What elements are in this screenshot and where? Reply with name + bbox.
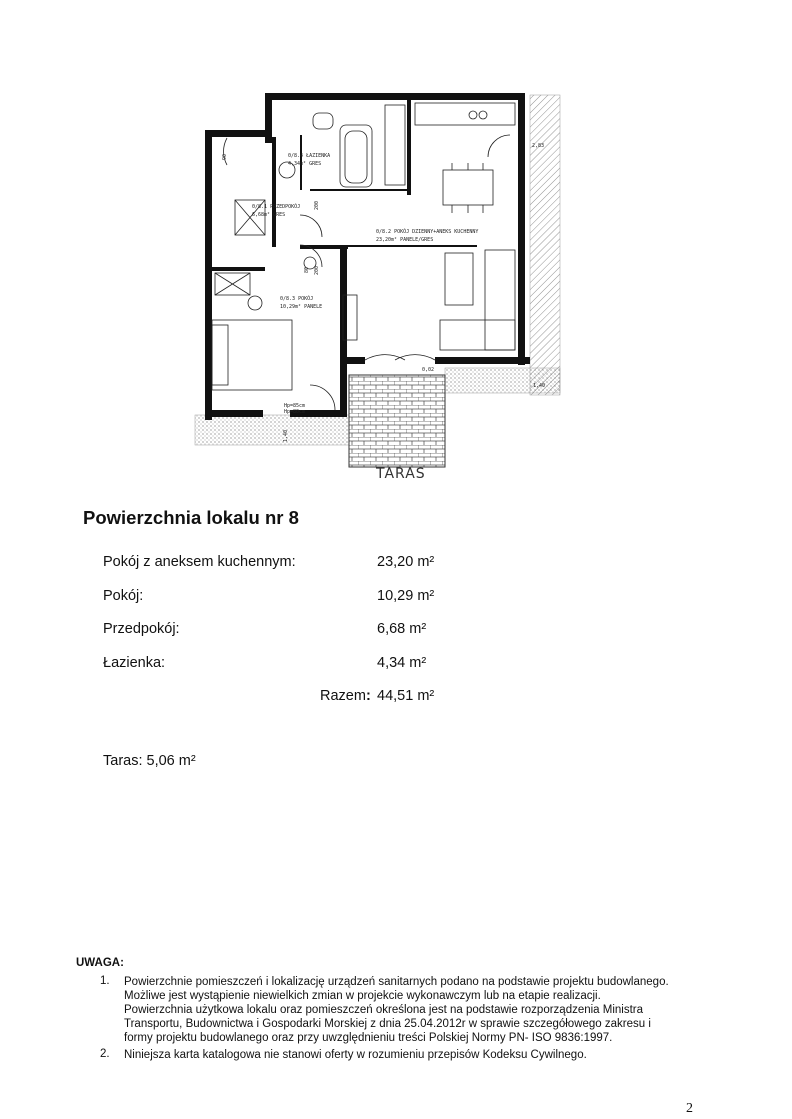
area-value: 23,20 m² — [377, 554, 435, 570]
area-label: Przedpokój: — [103, 621, 180, 637]
total-label: Razem: — [320, 688, 371, 704]
area-label: Łazienka: — [103, 655, 166, 671]
svg-text:0/8.4 ŁAZIENKA: 0/8.4 ŁAZIENKA — [288, 153, 331, 159]
svg-text:0,02: 0,02 — [422, 367, 435, 373]
note-number: 2. — [100, 1048, 110, 1060]
terrace-label: TARAS — [376, 466, 426, 482]
room-code: 0/8.4 — [288, 153, 304, 159]
svg-text:1,40: 1,40 — [283, 429, 289, 442]
svg-text:0/8.3 POKÓJ: 0/8.3 POKÓJ — [280, 296, 314, 302]
room-labels — [252, 153, 478, 310]
notes-heading: UWAGA: — [76, 957, 124, 969]
svg-text:6,68m² GRES: 6,68m² GRES — [252, 212, 286, 218]
note-line: Powierzchnia użytkowa lokalu oraz pomieszczeń określona jest na podstawie rozporządzenia Ministra — [124, 1004, 644, 1016]
note-line: Transportu, Budownictwa i Gospodarki Morskiej z dnia 25.04.2012r w sprawie szczegółowego zakresu i — [124, 1018, 651, 1030]
svg-text:200: 200 — [314, 200, 320, 210]
svg-text:23,20m² PANELE/GRES: 23,20m² PANELE/GRES — [376, 237, 434, 243]
terrace — [349, 375, 445, 467]
svg-text:Hp=85cm: Hp=85cm — [284, 403, 306, 409]
floor-plan — [190, 85, 575, 485]
terrace-area: Taras: 5,06 m² — [103, 753, 196, 769]
svg-text:90: 90 — [222, 153, 228, 160]
svg-text:80: 80 — [304, 266, 310, 273]
area-label: Pokój z aneksem kuchennym: — [103, 554, 296, 570]
ground-strip-right — [530, 95, 560, 395]
svg-text:Hp=80cm: Hp=80cm — [284, 409, 306, 415]
svg-text:4,34m² GRES: 4,34m² GRES — [288, 161, 322, 167]
note-line: Niniejsza karta katalogowa nie stanowi oferty w rozumieniu przepisów Kodeksu Cywilnego. — [124, 1049, 587, 1061]
area-value: 6,68 m² — [377, 621, 427, 637]
svg-text:200: 200 — [314, 265, 320, 275]
area-value: 4,34 m² — [377, 655, 427, 671]
page-number: 2 — [686, 1101, 693, 1116]
note-number: 1. — [100, 975, 110, 987]
note-line: Możliwe jest wystąpienie niewielkich zmian w projekcie wykonawczym lub na etapie realizacji. — [124, 990, 601, 1002]
ground-strip-bottom — [195, 415, 350, 445]
total-value: 44,51 m² — [377, 688, 435, 704]
section-title: Powierzchnia lokalu nr 8 — [83, 507, 299, 528]
svg-text:1,40: 1,40 — [533, 383, 546, 389]
svg-text:2,83: 2,83 — [532, 143, 545, 149]
note-line: formy projektu budowlanego oraz przy uwzględnieniu treści Polskiej Normy PN- ISO 9836:1997. — [124, 1032, 613, 1044]
area-value: 10,29 m² — [377, 588, 435, 604]
svg-text:0/8.2 POKÓJ DZIENNY+ANEKS KUCH: 0/8.2 POKÓJ DZIENNY+ANEKS KUCHENNY — [376, 229, 479, 235]
note-line: Powierzchnie pomieszczeń i lokalizację urządzeń sanitarnych podano na podstawie projektu budowlanego. — [124, 976, 669, 988]
area-label: Pokój: — [103, 588, 144, 604]
svg-text:0/8.1 PRZEDPOKÓJ: 0/8.1 PRZEDPOKÓJ — [252, 204, 301, 210]
svg-text:10,29m² PANELE: 10,29m² PANELE — [280, 304, 323, 310]
